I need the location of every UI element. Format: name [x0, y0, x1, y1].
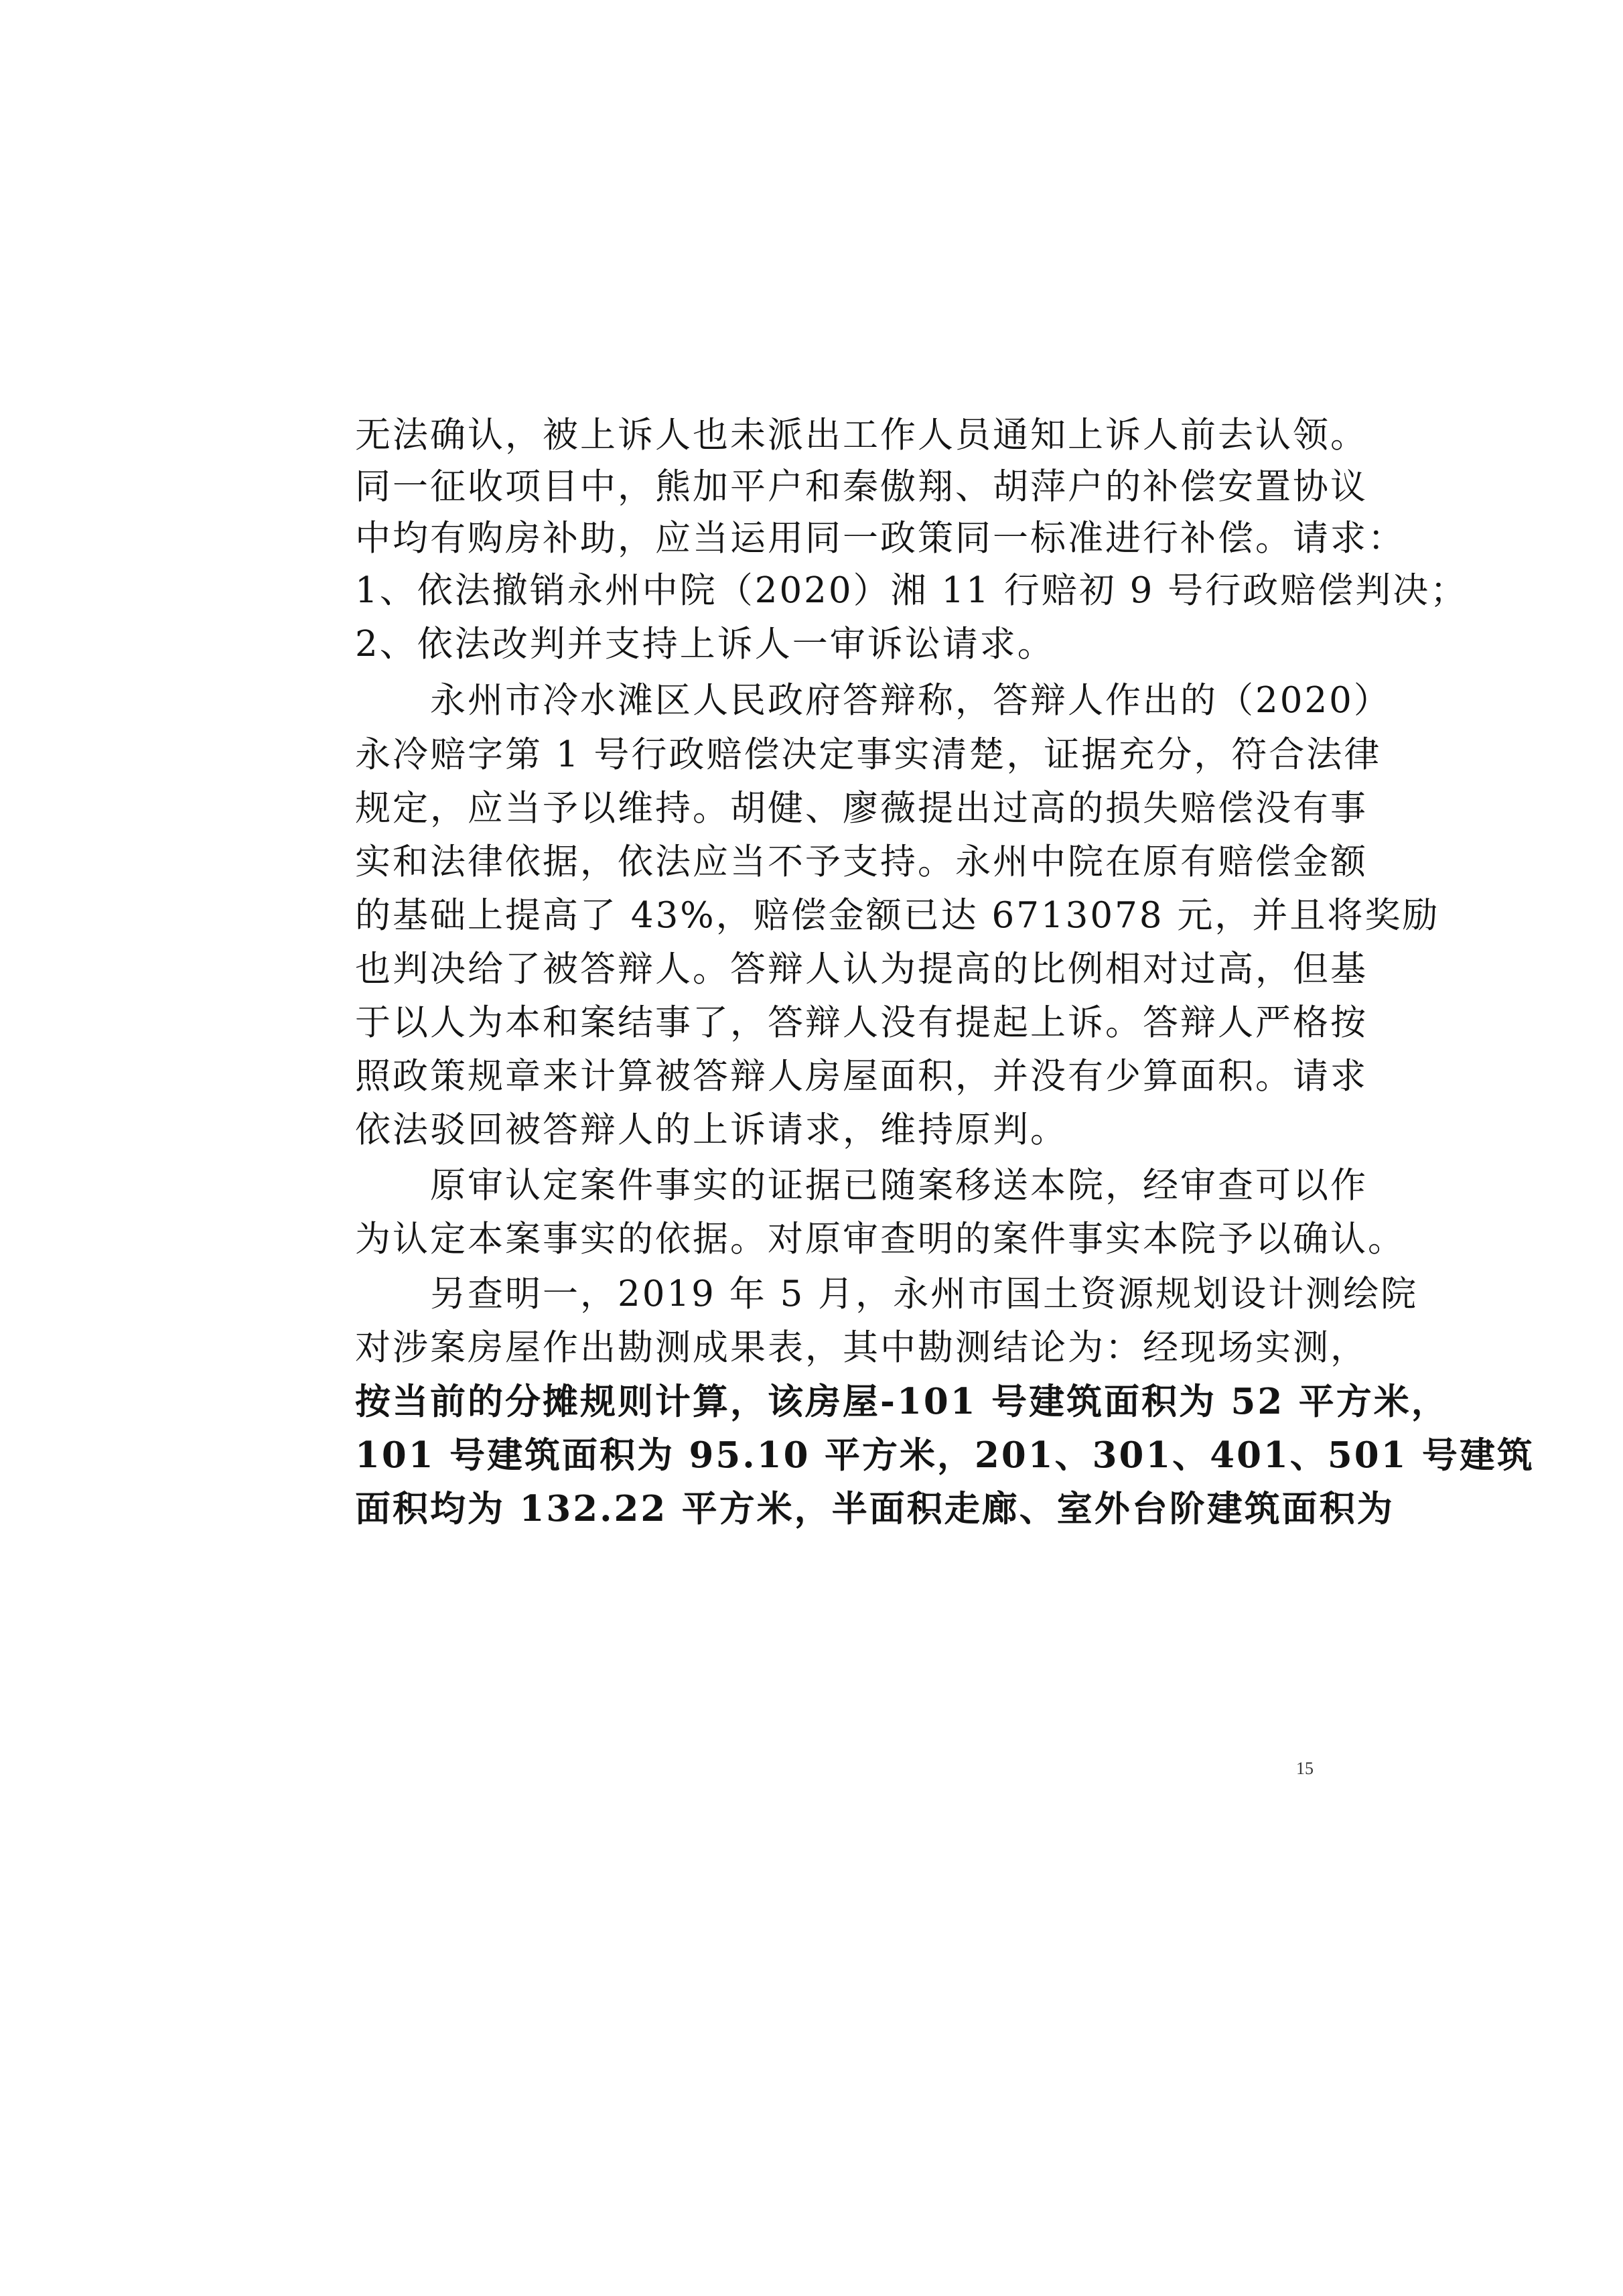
text-line-10: 的基础上提高了 43%，赔偿金额已达 6713078 元，并且将奖励 — [355, 895, 1440, 936]
text-line-5: 2、依法改判并支持上诉人一审诉讼请求。 — [355, 624, 1055, 665]
text-line-20: 101 号建筑面积为 95.10 平方米，201、301、401、501 号建筑 — [355, 1434, 1535, 1476]
page-number: 15 — [1296, 1759, 1314, 1778]
text-line-1: 无法确认，被上诉人也未派出工作人员通知上诉人前去认领。 — [355, 415, 1368, 456]
text-line-15: 原审认定案件事实的证据已随案移送本院，经审查可以作 — [430, 1165, 1368, 1206]
text-line-16: 为认定本案事实的依据。对原审查明的案件事实本院予以确认。 — [355, 1219, 1405, 1260]
text-line-19: 按当前的分摊规则计算，该房屋-101 号建筑面积为 52 平方米， — [355, 1381, 1449, 1422]
text-line-2: 同一征收项目中，熊加平户和秦傲翔、胡萍户的补偿安置协议 — [355, 466, 1368, 507]
text-line-8: 规定，应当予以维持。胡健、廖薇提出过高的损失赔偿没有事 — [355, 788, 1368, 829]
text-line-12: 于以人为本和案结事了，答辩人没有提起上诉。答辩人严格按 — [355, 1002, 1368, 1043]
text-line-9: 实和法律依据，依法应当不予支持。永州中院在原有赔偿金额 — [355, 841, 1368, 882]
text-line-11: 也判决给了被答辩人。答辩人认为提高的比例相对过高，但基 — [355, 949, 1368, 990]
text-line-3: 中均有购房补助，应当运用同一政策同一标准进行补偿。请求： — [355, 518, 1405, 559]
text-line-14: 依法驳回被答辩人的上诉请求，维持原判。 — [355, 1109, 1068, 1150]
text-line-4: 1、依法撤销永州中院（2020）湘 11 行赔初 9 号行政赔偿判决； — [355, 570, 1468, 611]
text-line-6: 永州市冷水滩区人民政府答辩称，答辩人作出的（2020） — [430, 680, 1391, 721]
text-line-18: 对涉案房屋作出勘测成果表，其中勘测结论为：经现场实测， — [355, 1327, 1368, 1368]
text-line-7: 永冷赔字第 1 号行政赔偿决定事实清楚，证据充分，符合法律 — [355, 734, 1382, 775]
text-line-13: 照政策规章来计算被答辩人房屋面积，并没有少算面积。请求 — [355, 1056, 1368, 1097]
text-line-17: 另查明一，2019 年 5 月，永州市国土资源规划设计测绘院 — [430, 1274, 1419, 1314]
text-line-21: 面积均为 132.22 平方米，半面积走廊、室外台阶建筑面积为 — [355, 1488, 1395, 1530]
